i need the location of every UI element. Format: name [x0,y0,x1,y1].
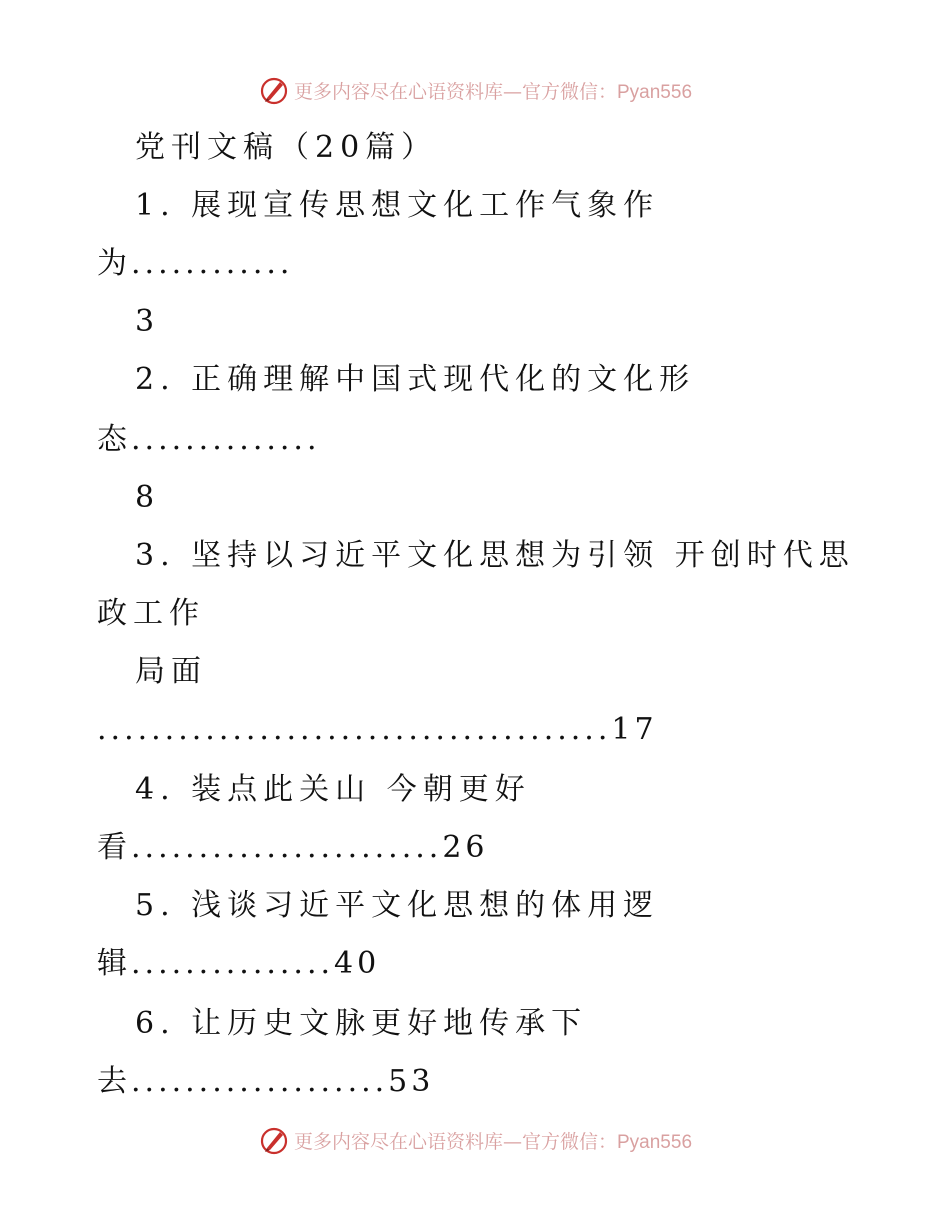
toc-item-3-title-cont: 政工作 [97,596,205,631]
toc-item-6-title: 6. 让历史文脉更好地传承下 [135,1006,588,1041]
toc-item-2-leader: 态.............. [97,422,321,457]
watermark-banner-bottom [0,1120,950,1160]
toc-item-1-page: 3 [135,304,161,339]
toc-item-2-title: 2. 正确理解中国式现代化的文化形 [135,362,696,397]
toc-item-5-leader: 辑...............40 [97,946,381,981]
toc-item-1-title: 1. 展现宣传思想文化工作气象作 [135,188,660,223]
toc-item-3-leader: ......................................17 [97,712,658,747]
watermark-text: 更多内容尽在心语资料库—官方微信：Pyan556 [293,80,693,103]
page-title: 党刊文稿（20篇） [135,130,438,165]
watermark-banner-top [0,70,950,110]
toc-item-3-title-end: 局面 [135,654,207,689]
toc-item-3-title: 3. 坚持以习近平文化思想为引领 开创时代思 [135,538,855,573]
toc-item-6-leader: 去...................53 [97,1064,435,1099]
toc-item-2-page: 8 [135,480,161,515]
pen-nib-logo-icon [258,74,290,106]
toc-item-4-leader: 看.......................26 [97,830,489,865]
toc-item-5-title: 5. 浅谈习近平文化思想的体用逻 [135,888,660,923]
toc-item-4-title: 4. 装点此关山 今朝更好 [135,772,531,807]
toc-item-1-leader: 为............ [97,246,294,281]
pen-nib-logo-icon [258,1124,290,1156]
watermark-text: 更多内容尽在心语资料库—官方微信：Pyan556 [293,1130,693,1153]
